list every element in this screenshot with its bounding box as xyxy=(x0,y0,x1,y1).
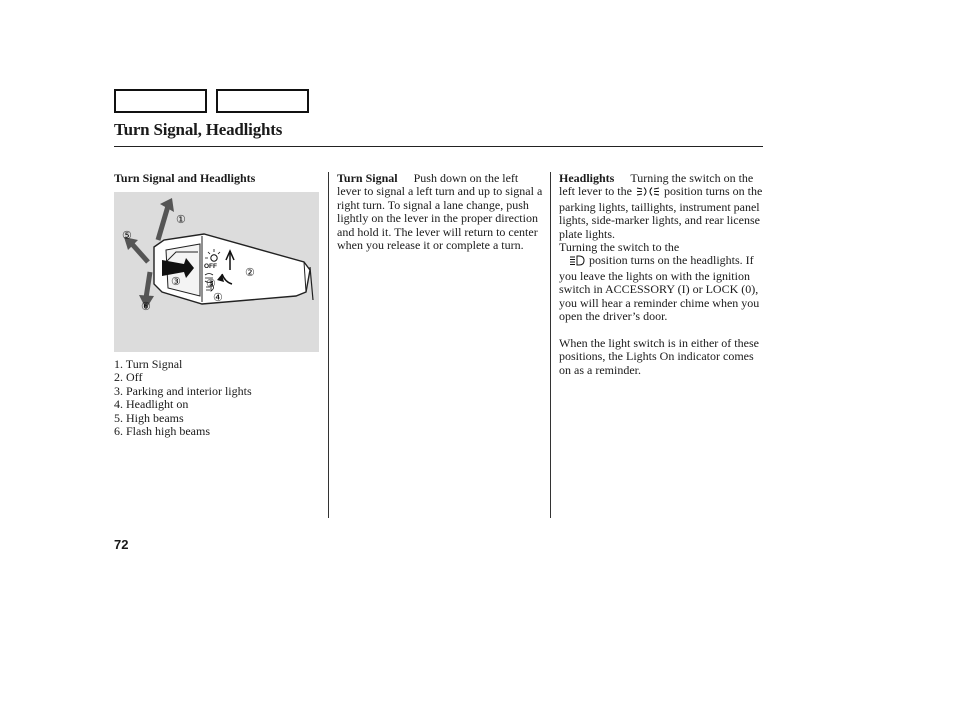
legend-item-6: 6. Flash high beams xyxy=(114,424,210,439)
headlights-text-2a: Turning the switch to the xyxy=(559,240,680,255)
headlights-paragraph-1 xyxy=(559,172,765,323)
legend-item-3: 3. Parking and interior lights xyxy=(114,383,252,398)
legend-item-1: 1. Turn Signal xyxy=(114,357,183,371)
figure-legend xyxy=(114,358,252,438)
callout-5: ⑤ xyxy=(122,230,132,242)
page-number: 72 xyxy=(114,537,129,552)
lever-illustration xyxy=(114,192,319,352)
title-divider xyxy=(114,146,763,147)
lever-diagram xyxy=(114,192,319,352)
column-divider-2 xyxy=(550,172,551,518)
turn-signal-column xyxy=(337,172,543,252)
parking-lights-icon xyxy=(636,186,660,200)
callout-3: ③ xyxy=(206,278,216,290)
headlights-text-2b: position turns on the headlights. If you leave the lights on with the ignition switch in ACCESSORY (I) or LOCK (0), you will hear a reminder chime when you open the driver’s door. xyxy=(559,253,760,324)
page-title: Turn Signal, Headlights xyxy=(114,120,283,139)
column-divider-1 xyxy=(328,172,329,518)
nav-tab-box-1[interactable] xyxy=(114,89,207,113)
switch-off-label: OFF xyxy=(204,263,217,270)
callout-3b: ③ xyxy=(171,276,181,288)
headlights-heading: Headlights xyxy=(559,171,615,185)
legend-item-5: 5. High beams xyxy=(114,410,184,425)
figure-column xyxy=(114,172,322,185)
turn-signal-text: Push down on the left lever to signal a left turn and up to signal a right turn. To signal a lane change, push lightly on the lever in the proper direction and hold it. The lever will return to center when you release it or complete a turn. xyxy=(337,171,543,253)
turn-signal-paragraph xyxy=(337,172,543,252)
legend-item-2: 2. Off xyxy=(114,370,143,385)
callout-1: ① xyxy=(176,214,186,226)
callout-4: ④ xyxy=(213,292,223,304)
callout-6: ⑥ xyxy=(141,301,151,313)
figure-heading: Turn Signal and Headlights xyxy=(114,171,256,185)
callout-2: ② xyxy=(245,267,255,279)
legend-item-4: 4. Headlight on xyxy=(114,397,189,412)
headlights-paragraph-3: When the light switch is in either of these positions, the Lights On indicator comes on as a reminder. xyxy=(559,335,759,377)
headlights-text-1b: position turns on the parking lights, taillights, instrument panel lights, side-marker lights, and rear license plate lights. xyxy=(559,184,763,241)
headlight-icon xyxy=(569,255,585,269)
nav-tab-box-2[interactable] xyxy=(216,89,309,113)
headlights-column xyxy=(559,172,765,377)
turn-signal-heading: Turn Signal xyxy=(337,171,398,185)
headlights-text-1a: Turning the switch on the left lever to the xyxy=(559,171,754,199)
